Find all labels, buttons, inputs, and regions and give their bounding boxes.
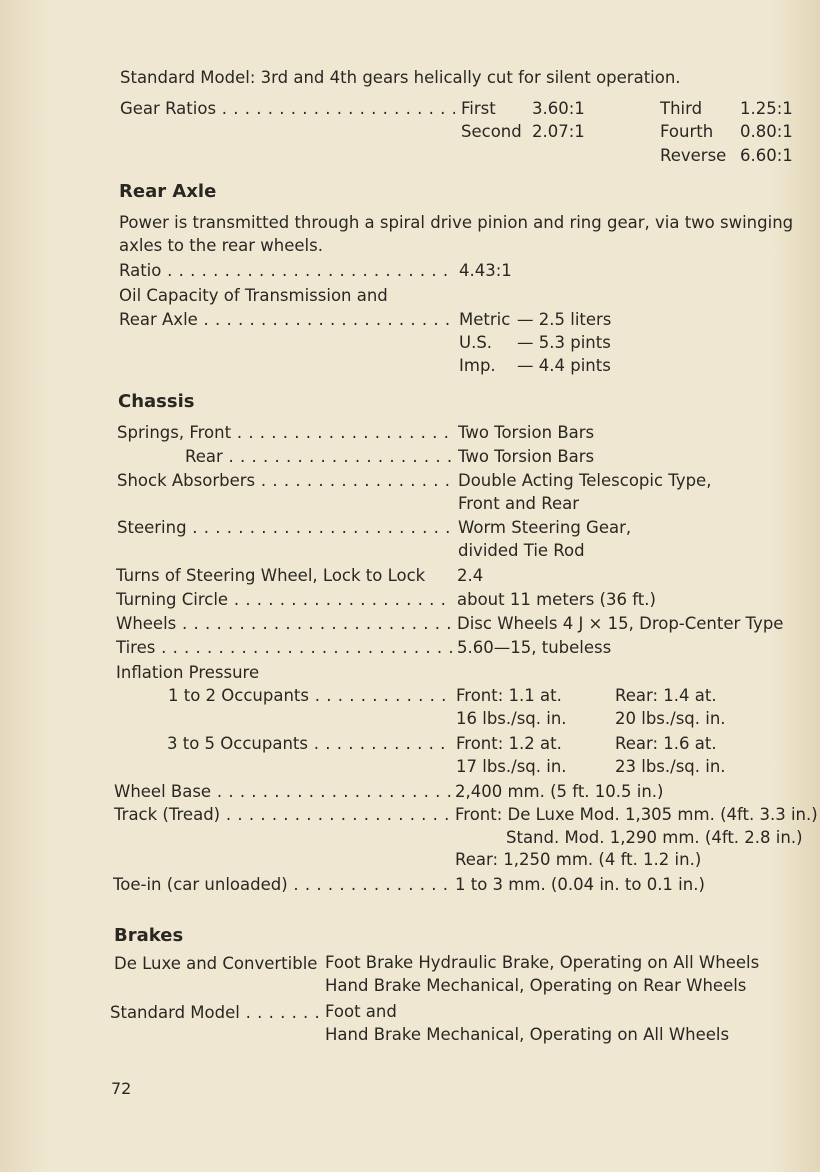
springs-front-value: Two Torsion Bars <box>458 423 595 442</box>
turns-value: 2.4 <box>457 566 484 585</box>
gear-reverse-value: 6.60:1 <box>740 146 793 165</box>
oil-metric-label: Metric <box>459 310 511 329</box>
wheel-base-value: 2,400 mm. (5 ft. 10.5 in.) <box>455 782 664 801</box>
occupants-1-2-front1: Front: 1.1 at. <box>456 686 562 705</box>
gear-first-value: 3.60:1 <box>532 99 585 118</box>
gear-fourth-label: Fourth <box>660 122 714 141</box>
page-number: 72 <box>111 1079 132 1098</box>
gear-third-value: 1.25:1 <box>740 99 793 118</box>
oil-us-label: U.S. <box>459 333 493 352</box>
turns-label: Turns of Steering Wheel, Lock to Lock <box>116 566 426 585</box>
brakes-standard-hand: Hand Brake Mechanical, Operating on All Wheels <box>325 1025 730 1044</box>
wheels-value: Disc Wheels 4 J × 15, Drop-Center Type <box>457 614 784 633</box>
track-rear-value: Rear: 1,250 mm. (4 ft. 1.2 in.) <box>455 850 702 869</box>
occupants-3-5-rear1: Rear: 1.6 at. <box>615 734 717 753</box>
chassis-heading: Chassis <box>118 391 195 412</box>
springs-front-label: Springs, Front . . . <box>117 423 453 443</box>
oil-imp-value: — 4.4 pints <box>517 356 611 375</box>
steering-value2: divided Tie Rod <box>458 541 585 560</box>
shock-absorbers-label: Shock Absorbers . . . <box>117 471 453 491</box>
track-front-value: Front: De Luxe Mod. 1,305 mm. (4ft. 3.3 in.) <box>455 805 818 824</box>
gear-second-label: Second <box>461 122 522 141</box>
gear-ratios-label: Gear Ratios . . . <box>120 99 455 119</box>
brakes-standard-foot: Foot and <box>325 1002 397 1021</box>
rear-axle-desc-line1: Power is transmitted through a spiral drive pinion and ring gear, via two swinging <box>119 213 794 232</box>
shock-absorbers-value2: Front and Rear <box>458 494 580 513</box>
rear-axle-heading: Rear Axle <box>119 181 217 202</box>
inflation-pressure-label: Inflation Pressure <box>116 663 260 682</box>
toe-in-value: 1 to 3 mm. (0.04 in. to 0.1 in.) <box>455 875 705 894</box>
wheel-base-label: Wheel Base . . . <box>114 782 451 802</box>
brakes-deluxe-label: De Luxe and Convertible <box>114 954 318 973</box>
steering-value1: Worm Steering Gear, <box>458 518 632 537</box>
springs-rear-label: Rear . . . <box>185 447 453 467</box>
gear-second-value: 2.07:1 <box>532 122 585 141</box>
occupants-1-2-front2: 16 lbs./sq. in. <box>456 709 567 728</box>
oil-imp-label: Imp. <box>459 356 496 375</box>
brakes-standard-label: Standard Model . . . <box>110 1003 320 1023</box>
shock-absorbers-value1: Double Acting Telescopic Type, <box>458 471 712 490</box>
track-label: Track (Tread) . . . <box>114 805 451 825</box>
gear-third-label: Third <box>660 99 703 118</box>
oil-rear-axle-label: Rear Axle . . . <box>119 310 455 330</box>
track-standard-value: Stand. Mod. 1,290 mm. (4ft. 2.8 in.) <box>506 828 803 847</box>
brakes-heading: Brakes <box>114 925 184 946</box>
occupants-3-5-front2: 17 lbs./sq. in. <box>456 757 567 776</box>
tires-value: 5.60—15, tubeless <box>457 638 612 657</box>
oil-capacity-label: Oil Capacity of Transmission and <box>119 286 388 305</box>
rear-axle-desc-line2: axles to the rear wheels. <box>119 236 323 255</box>
occupants-3-5-front1: Front: 1.2 at. <box>456 734 562 753</box>
ratio-value: 4.43:1 <box>459 261 512 280</box>
toe-in-label: Toe-in (car unloaded) . . . <box>113 875 450 895</box>
occupants-1-2-label: 1 to 2 Occupants . . . <box>168 686 452 706</box>
brakes-deluxe-hand: Hand Brake Mechanical, Operating on Rear Wheels <box>325 976 747 995</box>
gear-fourth-value: 0.80:1 <box>740 122 793 141</box>
brakes-deluxe-foot: Foot Brake Hydraulic Brake, Operating on All Wheels <box>325 953 760 972</box>
ratio-label: Ratio . . . <box>119 261 455 281</box>
gear-first-label: First <box>461 99 496 118</box>
oil-us-value: — 5.3 pints <box>517 333 611 352</box>
occupants-3-5-rear2: 23 lbs./sq. in. <box>615 757 726 776</box>
intro-text: Standard Model: 3rd and 4th gears helically cut for silent operation. <box>120 68 681 87</box>
steering-label: Steering . . . <box>117 518 453 538</box>
oil-metric-value: — 2.5 liters <box>517 310 612 329</box>
occupants-1-2-rear1: Rear: 1.4 at. <box>615 686 717 705</box>
tires-label: Tires . . . <box>116 638 452 658</box>
springs-rear-value: Two Torsion Bars <box>458 447 595 466</box>
turning-circle-value: about 11 meters (36 ft.) <box>457 590 656 609</box>
occupants-1-2-rear2: 20 lbs./sq. in. <box>615 709 726 728</box>
occupants-3-5-label: 3 to 5 Occupants . . . <box>167 734 452 754</box>
wheels-label: Wheels . . . <box>116 614 452 634</box>
gear-reverse-label: Reverse <box>660 146 727 165</box>
turning-circle-label: Turning Circle . . . <box>116 590 452 610</box>
